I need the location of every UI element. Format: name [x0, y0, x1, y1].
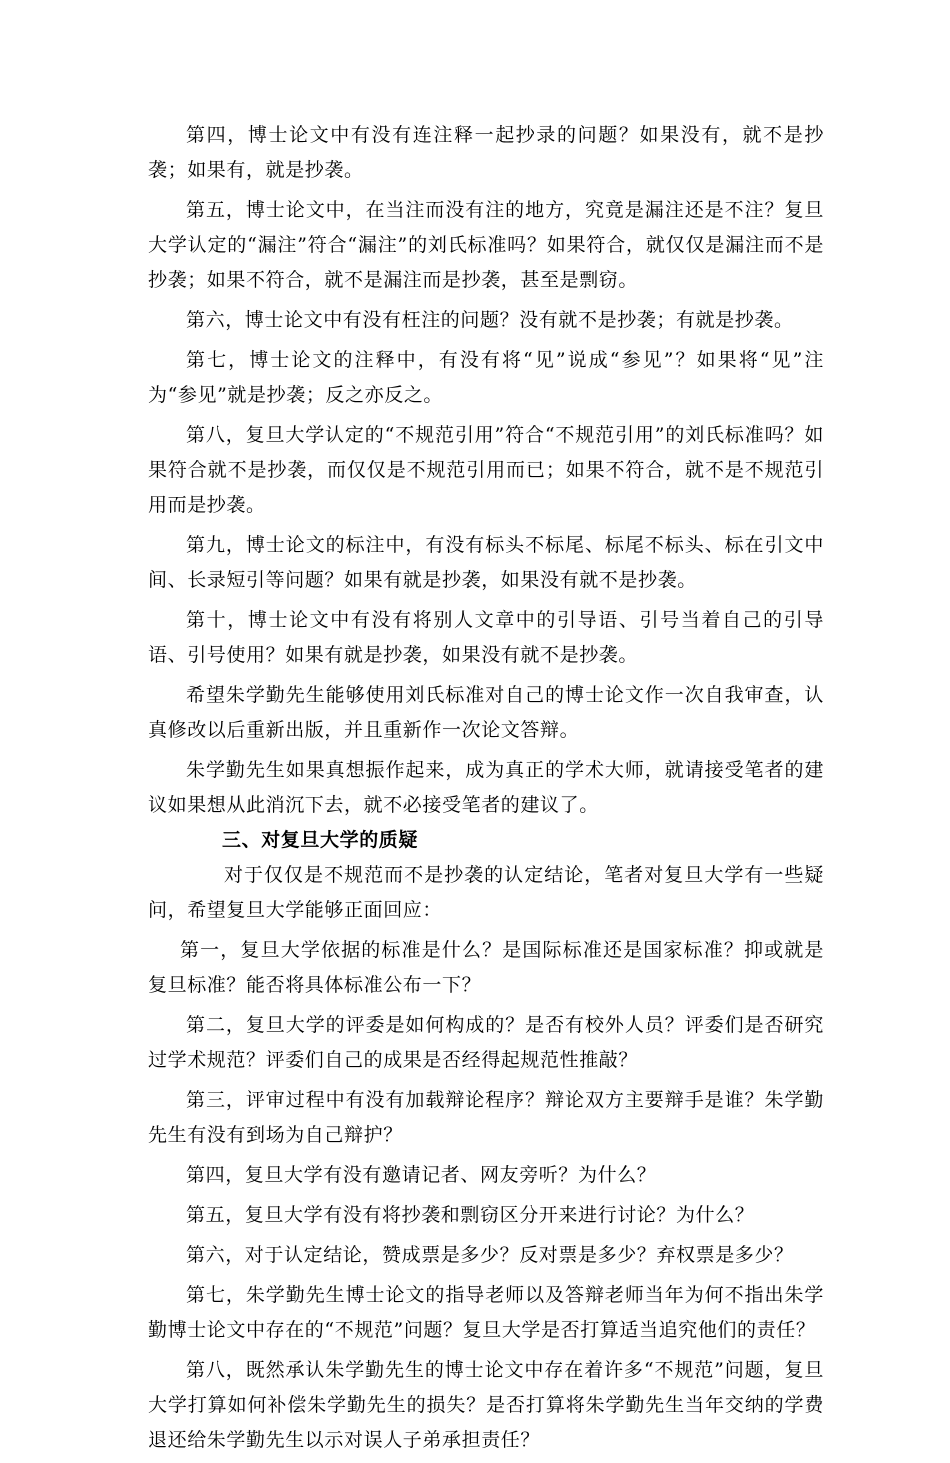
paragraph-question-8: 第八，既然承认朱学勤先生的博士论文中存在着许多“不规范”问题，复旦大学打算如何补偿朱学勤先生的损失？是否打算将朱学勤先生当年交纳的学费退还给朱学勤先生以示对误人子弟承担责任？	[148, 1359, 824, 1451]
paragraph-hope: 希望朱学勤先生能够使用刘氏标准对自己的博士论文作一次自我审查，认真修改以后重新出版，并且重新作一次论文答辩。	[148, 684, 824, 741]
paragraph-point-6: 第六，博士论文中有没有枉注的问题？没有就不是抄袭；有就是抄袭。	[186, 309, 794, 331]
paragraph-point-9: 第九，博士论文的标注中，有没有标头不标尾、标尾不标头、标在引文中间、长录短引等问题？如果有就是抄袭，如果没有就不是抄袭。	[148, 534, 824, 591]
paragraph-point-8: 第八，复旦大学认定的“不规范引用”符合“不规范引用”的刘氏标准吗？如果符合就不是抄袭，而仅仅是不规范引用而已；如果不符合，就不是不规范引用而是抄袭。	[148, 424, 824, 516]
paragraph-question-5: 第五，复旦大学有没有将抄袭和剽窃区分开来进行讨论？为什么？	[186, 1204, 755, 1226]
section-heading: 三、对复旦大学的质疑	[222, 829, 419, 851]
paragraph-question-1: 第一，复旦大学依据的标准是什么？是国际标准还是国家标准？抑或就是复旦标准？能否将具体标准公布一下？	[148, 939, 824, 996]
paragraph-point-4: 第四，博士论文中有没有连注释一起抄录的问题？如果没有，就不是抄袭；如果有，就是抄袭。	[148, 124, 824, 181]
document-body	[148, 118, 824, 1463]
paragraph-question-6: 第六，对于认定结论，赞成票是多少？反对票是多少？弃权票是多少？	[186, 1244, 794, 1266]
paragraph-point-10: 第十，博士论文中有没有将别人文章中的引导语、引号当着自己的引导语、引号使用？如果有就是抄袭，如果没有就不是抄袭。	[148, 609, 824, 666]
paragraph-question-7: 第七，朱学勤先生博士论文的指导老师以及答辩老师当年为何不指出朱学勤博士论文中存在的“不规范”问题？复旦大学是否打算适当追究他们的责任？	[148, 1284, 824, 1341]
paragraph-question-4: 第四，复旦大学有没有邀请记者、网友旁听？为什么？	[186, 1164, 657, 1186]
paragraph-question-2: 第二，复旦大学的评委是如何构成的？是否有校外人员？评委们是否研究过学术规范？评委们自己的成果是否经得起规范性推敲？	[148, 1014, 824, 1071]
paragraph-suggestion: 朱学勤先生如果真想振作起来，成为真正的学术大师，就请接受笔者的建议如果想从此消沉下去，就不必接受笔者的建议了。	[148, 759, 824, 816]
paragraph-point-5: 第五，博士论文中，在当注而没有注的地方，究竟是漏注还是不注？复旦大学认定的“漏注”符合“漏注”的刘氏标准吗？如果符合，就仅仅是漏注而不是抄袭；如果不符合，就不是漏注而是抄袭，甚至是剽窃。	[148, 199, 824, 291]
paragraph-intro: 对于仅仅是不规范而不是抄袭的认定结论，笔者对复旦大学有一些疑问，希望复旦大学能够正面回应：	[148, 864, 824, 921]
paragraph-point-7: 第七，博士论文的注释中，有没有将“见”说成“参见”？如果将“见”注为“参见”就是抄袭；反之亦反之。	[148, 349, 824, 406]
paragraph-question-3: 第三，评审过程中有没有加载辩论程序？辩论双方主要辩手是谁？朱学勤先生有没有到场为自己辩护？	[148, 1089, 824, 1146]
